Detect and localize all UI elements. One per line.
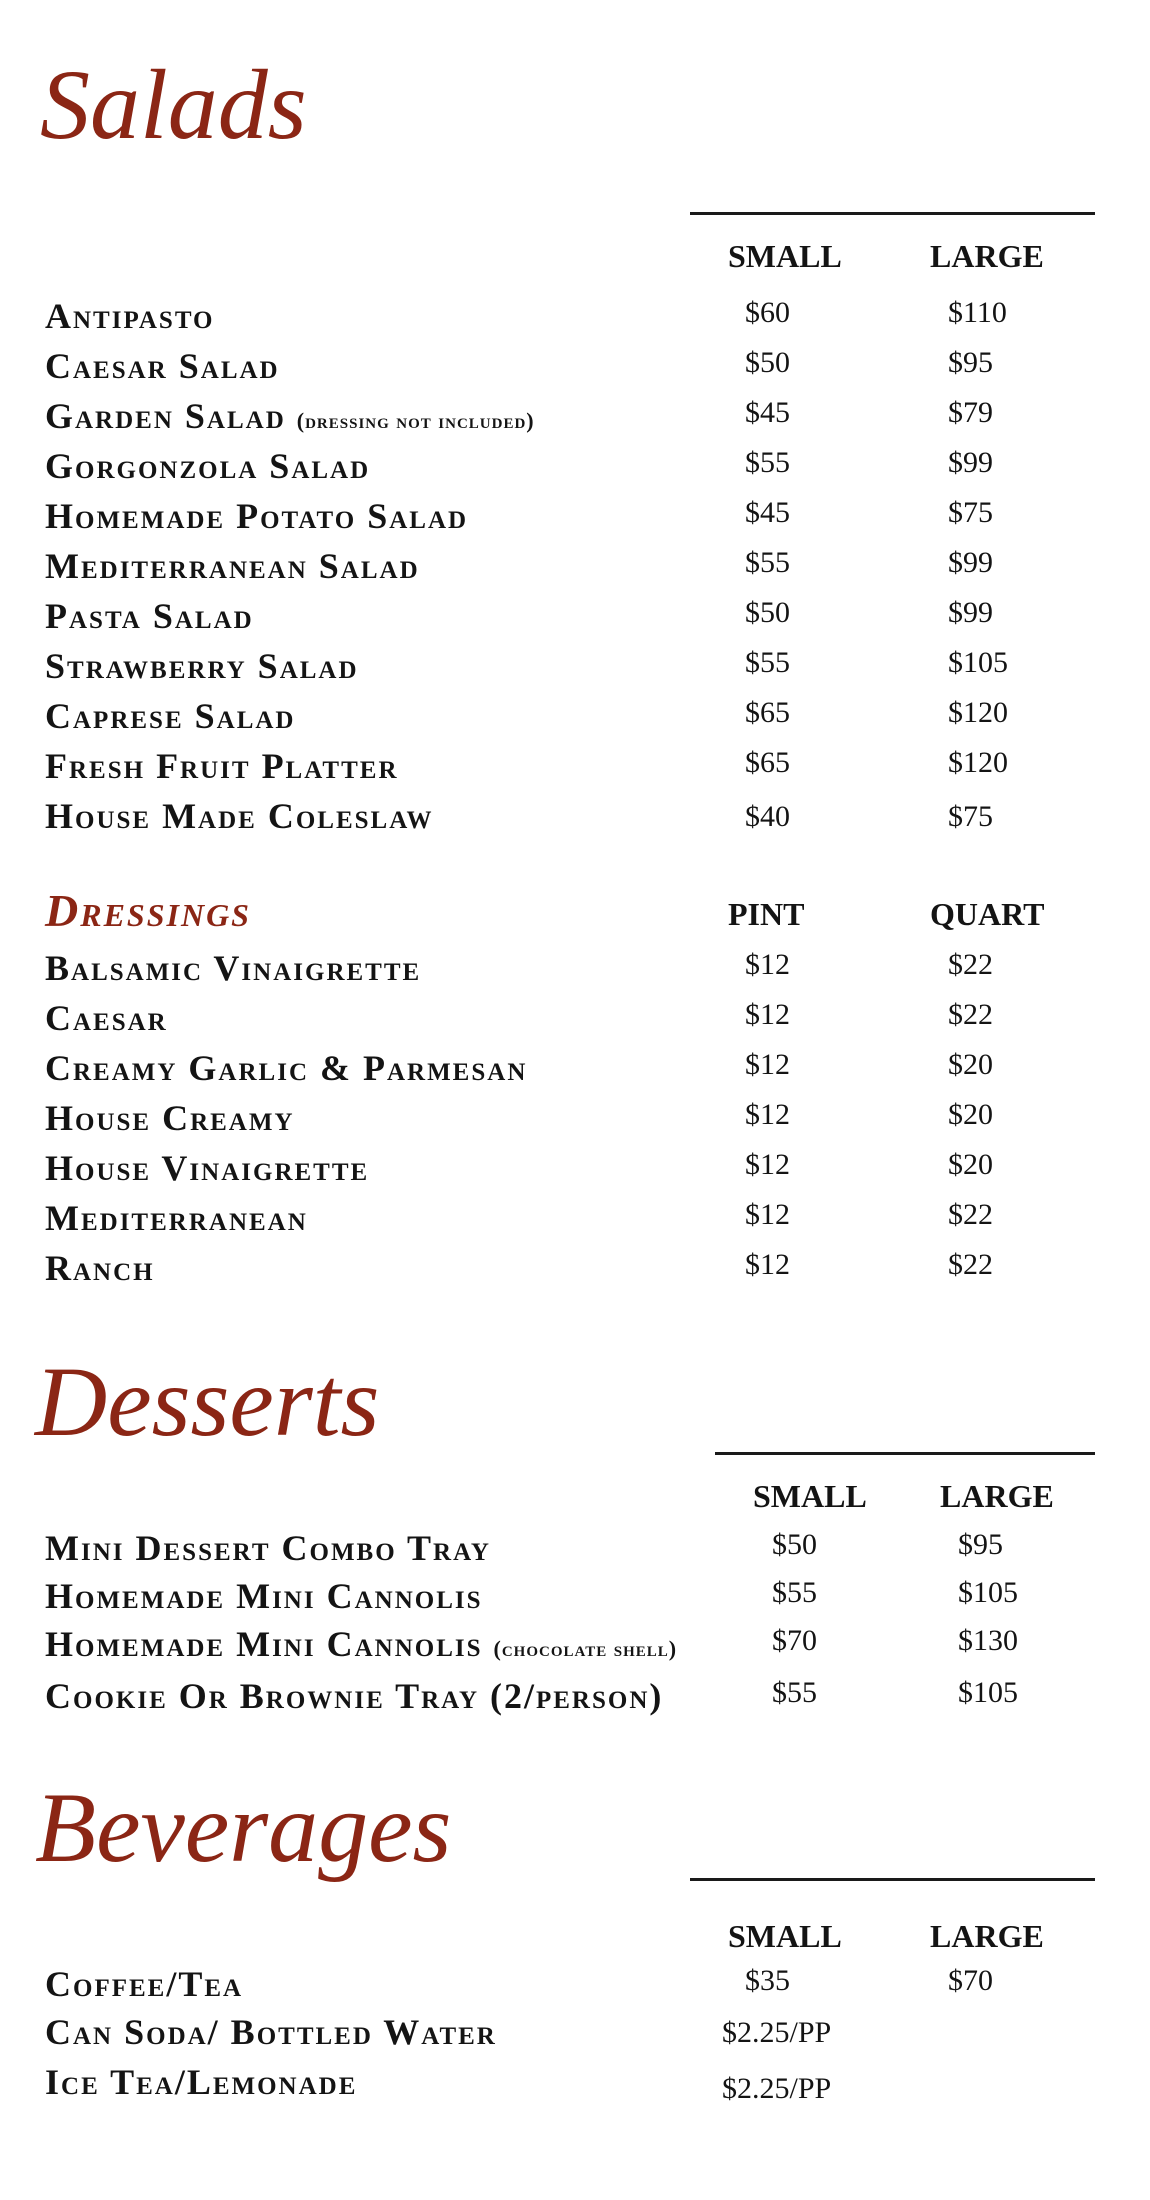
menu-item-house-made-coleslaw (0, 798, 1150, 838)
item-price-large: $75 (948, 496, 993, 529)
item-price-small: $50 (772, 1528, 817, 1561)
item-price-large: $99 (948, 546, 993, 579)
dressings-col-pint: PINT (728, 896, 805, 932)
item-name: Can Soda/ Bottled Water (45, 2012, 497, 2052)
item-price-small: $55 (772, 1576, 817, 1609)
item-name (45, 1626, 677, 1662)
item-price-small: $45 (745, 396, 790, 429)
item-name: Antipasto (45, 296, 215, 336)
item-price-large: $105 (958, 1676, 1018, 1709)
item-name-text: Homemade Mini Cannolis (45, 1624, 483, 1664)
item-price-pint: $12 (745, 1098, 790, 1131)
item-price-large: $95 (958, 1528, 1003, 1561)
menu-item-creamy-garlic-parmesan (0, 1050, 1150, 1090)
item-name: House Vinaigrette (45, 1148, 370, 1188)
menu-item-balsamic-vinaigrette (0, 950, 1150, 990)
menu-item-strawberry-salad (0, 648, 1150, 688)
item-price-small: $35 (745, 1964, 790, 1997)
item-price-large: $99 (948, 446, 993, 479)
item-price-small: $45 (745, 496, 790, 529)
menu-item-mediterranean-dressing (0, 1200, 1150, 1240)
item-price-quart: $20 (948, 1048, 993, 1081)
desserts-col-large: LARGE (940, 1478, 1054, 1514)
menu-item-coffee-tea (0, 1966, 1150, 2006)
menu-item-homemade-potato-salad (0, 498, 1150, 538)
menu-item-mediterranean-salad (0, 548, 1150, 588)
salads-title: Salads (40, 49, 307, 160)
item-note: (dressing not included) (296, 408, 535, 433)
item-price-large: $95 (948, 346, 993, 379)
beverages-col-small: SMALL (728, 1918, 842, 1954)
item-price-small: $60 (745, 296, 790, 329)
item-price-pint: $12 (745, 1248, 790, 1281)
item-price-pint: $12 (745, 998, 790, 1031)
menu-item-homemade-mini-cannolis-chocolate (0, 1626, 1150, 1666)
item-name: Cookie Or Brownie Tray (2/person) (45, 1676, 664, 1716)
item-name (45, 398, 535, 434)
item-price-large: $105 (958, 1576, 1018, 1609)
item-price-small: $55 (745, 646, 790, 679)
item-price-small: $2.25/PP (722, 2016, 832, 2049)
salads-col-small: SMALL (728, 238, 842, 274)
item-name: Strawberry Salad (45, 646, 359, 686)
beverages-divider (690, 1878, 1095, 1881)
menu-item-homemade-mini-cannolis (0, 1578, 1150, 1618)
item-price-small: $2.25/PP (722, 2072, 832, 2105)
item-name: Balsamic Vinaigrette (45, 948, 422, 988)
item-name: Pasta Salad (45, 596, 254, 636)
salads-col-large: LARGE (930, 238, 1044, 274)
desserts-col-small: SMALL (753, 1478, 867, 1514)
item-name: Gorgonzola Salad (45, 446, 371, 486)
item-price-small: $50 (745, 596, 790, 629)
menu-item-caprese-salad (0, 698, 1150, 738)
item-name-text: Garden Salad (45, 396, 286, 436)
item-price-quart: $22 (948, 998, 993, 1031)
menu-item-can-soda-bottled-water (0, 2014, 1150, 2054)
item-price-large: $99 (948, 596, 993, 629)
item-price-pint: $12 (745, 1198, 790, 1231)
menu-item-caesar-salad (0, 348, 1150, 388)
dressings-col-quart: QUART (930, 896, 1045, 932)
item-name: Homemade Mini Cannolis (45, 1576, 483, 1616)
item-price-large: $120 (948, 696, 1008, 729)
item-price-quart: $22 (948, 948, 993, 981)
item-price-large: $110 (948, 296, 1007, 329)
item-name: Homemade Potato Salad (45, 496, 469, 536)
menu-item-ranch (0, 1250, 1150, 1290)
item-price-large: $130 (958, 1624, 1018, 1657)
item-name: Mini Dessert Combo Tray (45, 1528, 491, 1568)
item-price-pint: $12 (745, 1148, 790, 1181)
menu-item-garden-salad (0, 398, 1150, 438)
item-price-large: $120 (948, 746, 1008, 779)
menu-item-ice-tea-lemonade (0, 2064, 1150, 2104)
desserts-divider (715, 1452, 1095, 1455)
menu-item-antipasto (0, 298, 1150, 338)
item-name: House Creamy (45, 1098, 295, 1138)
item-name: House Made Coleslaw (45, 796, 434, 836)
menu-item-gorgonzola-salad (0, 448, 1150, 488)
item-price-small: $55 (745, 546, 790, 579)
menu-item-house-vinaigrette (0, 1150, 1150, 1190)
item-price-quart: $22 (948, 1198, 993, 1231)
item-price-quart: $22 (948, 1248, 993, 1281)
item-price-quart: $20 (948, 1148, 993, 1181)
item-note: (chocolate shell) (493, 1636, 678, 1661)
item-name: Creamy Garlic & Parmesan (45, 1048, 528, 1088)
item-price-large: $75 (948, 800, 993, 833)
menu-item-house-creamy (0, 1100, 1150, 1140)
item-name: Caesar (45, 998, 168, 1038)
item-price-pint: $12 (745, 948, 790, 981)
menu-item-pasta-salad (0, 598, 1150, 638)
beverages-title: Beverages (35, 1772, 452, 1883)
item-price-small: $55 (745, 446, 790, 479)
beverages-col-large: LARGE (930, 1918, 1044, 1954)
item-name: Fresh Fruit Platter (45, 746, 399, 786)
item-name: Mediterranean Salad (45, 546, 420, 586)
item-name: Ice Tea/Lemonade (45, 2062, 358, 2102)
item-price-small: $65 (745, 696, 790, 729)
item-price-small: $55 (772, 1676, 817, 1709)
item-price-large: $79 (948, 396, 993, 429)
item-price-pint: $12 (745, 1048, 790, 1081)
dressings-title: Dressings (45, 885, 251, 936)
item-price-small: $50 (745, 346, 790, 379)
menu-item-caesar-dressing (0, 1000, 1150, 1040)
salads-divider (690, 212, 1095, 215)
item-price-large: $70 (948, 1964, 993, 1997)
item-name: Mediterranean (45, 1198, 308, 1238)
item-price-large: $105 (948, 646, 1008, 679)
item-name: Coffee/Tea (45, 1964, 244, 2004)
item-price-small: $40 (745, 800, 790, 833)
item-price-quart: $20 (948, 1098, 993, 1131)
menu-item-mini-dessert-combo-tray (0, 1530, 1150, 1570)
item-name: Ranch (45, 1248, 155, 1288)
item-price-small: $70 (772, 1624, 817, 1657)
item-name: Caprese Salad (45, 696, 296, 736)
desserts-title: Desserts (35, 1346, 380, 1457)
item-price-small: $65 (745, 746, 790, 779)
item-name: Caesar Salad (45, 346, 280, 386)
menu-item-fresh-fruit-platter (0, 748, 1150, 788)
menu-item-cookie-or-brownie-tray (0, 1678, 1150, 1718)
